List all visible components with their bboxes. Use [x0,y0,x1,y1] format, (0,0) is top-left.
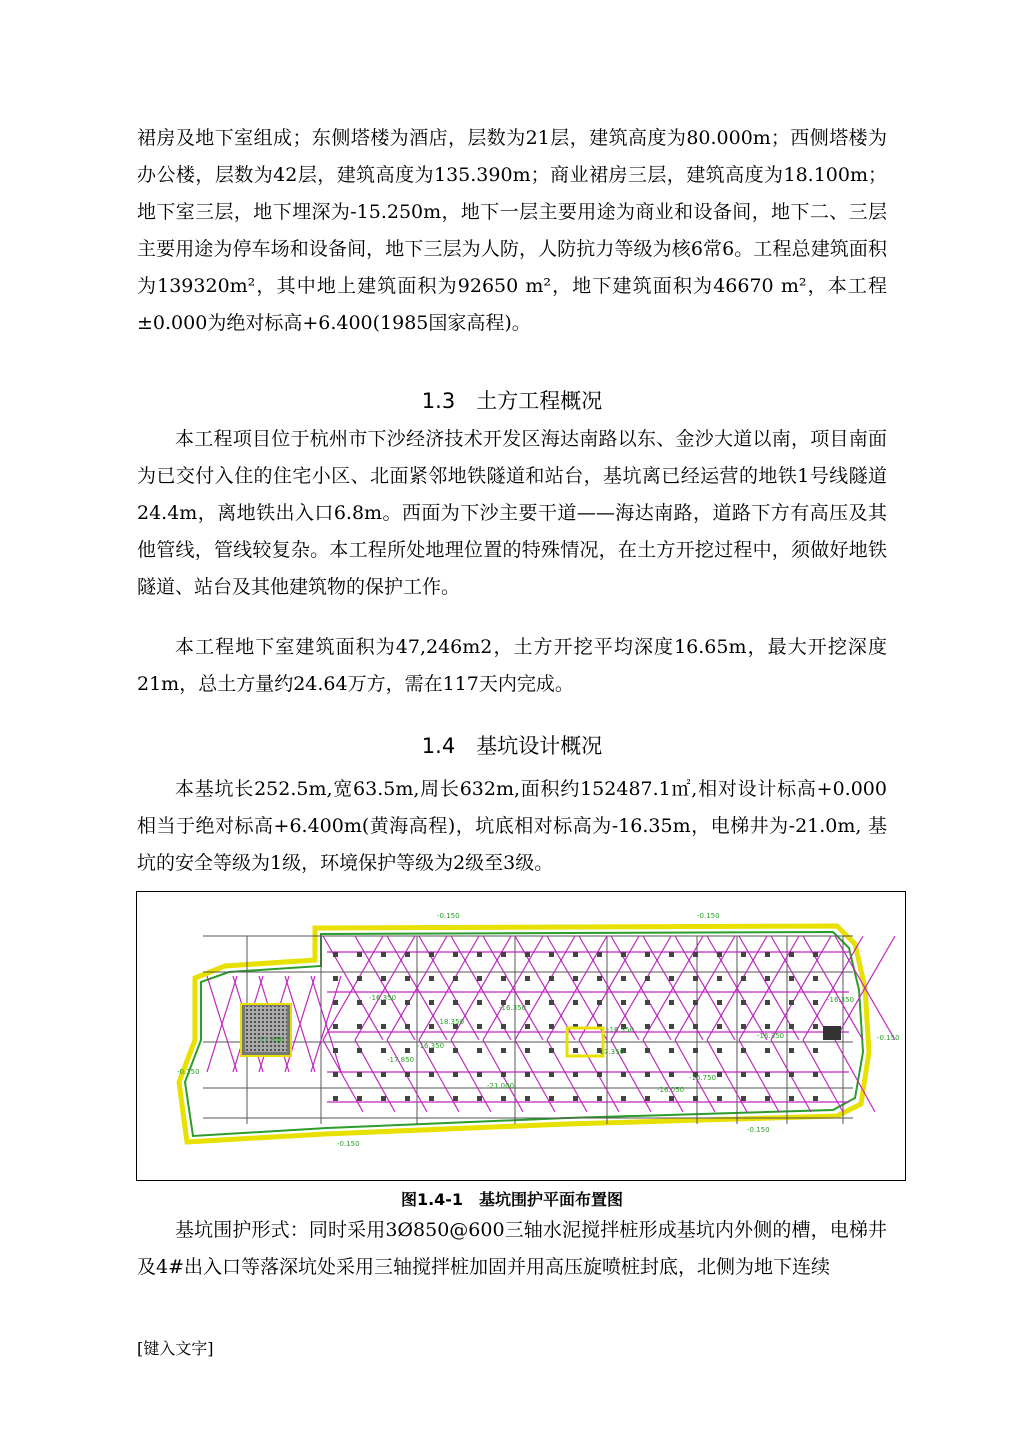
figure-caption: 图1.4-1 基坑围护平面布置图 [400,1190,624,1209]
column-mark [813,1024,818,1029]
column-mark [741,1048,746,1053]
column-mark [621,1072,626,1077]
column-mark [621,952,626,957]
column-mark [717,1072,722,1077]
column-mark [621,1096,626,1101]
column-mark [741,1024,746,1029]
column-mark [405,1000,410,1005]
column-mark [717,1048,722,1053]
column-mark [333,1072,338,1077]
column-mark [357,1072,362,1077]
column-mark [477,976,482,981]
column-mark [357,1096,362,1101]
column-mark [429,1024,434,1029]
column-mark [381,1096,386,1101]
column-mark [573,1048,578,1053]
column-mark [741,952,746,957]
column-mark [549,1072,554,1077]
column-mark [669,976,674,981]
column-mark [333,1024,338,1029]
column-mark [381,976,386,981]
column-mark [789,1024,794,1029]
column-mark [477,1048,482,1053]
column-mark [789,1096,794,1101]
column-mark [573,1000,578,1005]
paragraph-earthwork-volume: 本工程地下室建筑面积为47,246m2，土方开挖平均深度16.65m，最大开挖深度21m，总土方量约24.64万方，需在117天内完成。 [137,636,887,695]
column-mark [525,1072,530,1077]
column-mark [669,1024,674,1029]
column-mark [453,1072,458,1077]
column-mark [429,1000,434,1005]
column-mark [789,1048,794,1053]
column-mark [525,952,530,957]
column-mark [381,1072,386,1077]
column-mark [429,952,434,957]
column-mark [501,1072,506,1077]
column-mark [789,952,794,957]
elevation-label: -0.150 [747,1126,770,1134]
elevation-label: -18.350 [437,1018,465,1026]
column-mark [789,1000,794,1005]
section-heading-1-4: 1.4 基坑设计概况 [421,734,603,758]
column-mark [381,1048,386,1053]
column-mark [813,976,818,981]
column-mark [813,1048,818,1053]
column-mark [669,1048,674,1053]
column-mark [549,1096,554,1101]
column-mark [501,976,506,981]
column-mark [525,976,530,981]
column-mark [333,976,338,981]
paragraph-retaining-form: 基坑围护形式：同时采用3Ø850@600三轴水泥搅拌桩形成基坑内外侧的槽，电梯井及4#出入口等落深坑处采用三轴搅拌桩加固并用高压旋喷桩封底，北侧为地下连续 [137,1219,887,1278]
column-mark [741,1000,746,1005]
column-mark [645,952,650,957]
column-mark [477,1024,482,1029]
column-mark [669,1072,674,1077]
column-mark [477,1000,482,1005]
column-mark [573,1072,578,1077]
column-mark [645,1024,650,1029]
column-mark [549,1000,554,1005]
column-mark [453,952,458,957]
column-mark [765,976,770,981]
elevation-label: -0.150 [877,1034,900,1042]
column-mark [405,1024,410,1029]
column-mark [405,1048,410,1053]
elevation-label: -0.150 [697,912,720,920]
column-mark [741,1072,746,1077]
elevation-label: -21.000 [487,1082,515,1090]
column-mark [333,1096,338,1101]
column-mark [381,952,386,957]
column-mark [525,1048,530,1053]
column-mark [693,976,698,981]
elevation-label: -0.150 [437,912,460,920]
column-mark [693,952,698,957]
column-mark [597,1096,602,1101]
column-mark [645,1096,650,1101]
column-mark [645,1072,650,1077]
column-mark [453,1048,458,1053]
column-mark [405,1072,410,1077]
column-mark [357,1000,362,1005]
column-mark [765,1096,770,1101]
elevation-label: -0.150 [177,1068,200,1076]
column-mark [525,1024,530,1029]
column-mark [741,976,746,981]
column-mark [717,1024,722,1029]
column-mark [645,1048,650,1053]
column-mark [549,1048,554,1053]
column-mark [357,1024,362,1029]
column-mark [789,976,794,981]
column-mark [405,1096,410,1101]
pit-plan-figure [136,891,906,1181]
column-mark [597,976,602,981]
elevation-label: -17.850 [257,1036,285,1044]
column-mark [693,1096,698,1101]
column-mark [477,1072,482,1077]
column-mark [333,952,338,957]
column-mark [477,952,482,957]
column-mark [381,1024,386,1029]
column-mark [669,952,674,957]
elevation-label: -16.350 [417,1042,445,1050]
elevation-label: -16.350 [827,996,855,1004]
column-mark [669,1096,674,1101]
column-mark [765,1000,770,1005]
column-mark [453,1096,458,1101]
column-mark [789,1072,794,1077]
column-mark [477,1096,482,1101]
elevation-label: -16.350 [369,994,397,1002]
column-mark [645,976,650,981]
column-mark [621,976,626,981]
column-mark [645,1000,650,1005]
elevation-label: -16.350 [607,1026,635,1034]
column-mark [813,1096,818,1101]
column-mark [741,1096,746,1101]
deep-pit-east [823,1026,841,1040]
column-mark [597,1000,602,1005]
column-mark [549,1024,554,1029]
column-mark [429,976,434,981]
elevation-label: -16.350 [757,1032,785,1040]
column-mark [357,952,362,957]
column-mark [693,1024,698,1029]
column-mark [405,952,410,957]
column-mark [765,1072,770,1077]
hatched-pit-area [245,1006,287,1052]
column-mark [717,952,722,957]
elevation-label: -16.050 [657,1086,685,1094]
elevation-label: -16.350 [499,1004,527,1012]
footer-placeholder: [键入文字] [137,1339,214,1358]
paragraph-building-overview: 裙房及地下室组成；东侧塔楼为酒店，层数为21层，建筑高度为80.000m；西侧塔楼为办公楼，层数为42层，建筑高度为135.390m；商业裙房三层，建筑高度为18.100m；地下室三层，地下埋深为-15.250m，地下一层主要用途为商业和设备间，地下二、三层主要用途为停车场和设备间，地下三层为人防，人防抗力等级为核6常6。工程总建筑面积为139320m²，其中地上建筑面积为92650 m²，地下建筑面积为46670 m²，本工程±0.000为绝对标高+6.400(1985国家高程)。 [137,127,887,334]
column-mark [597,1072,602,1077]
column-mark [501,1048,506,1053]
elevation-label: -17.350 [597,1048,625,1056]
column-mark [765,1048,770,1053]
paragraph-pit-design: 本基坑长252.5m,宽63.5m,周长632m,面积约152487.1㎡,相对设计标高+0.000相当于绝对标高+6.400m(黄海高程)，坑底相对标高为-16.35m，电梯井为-21.0m, 基坑的安全等级为1级，环境保护等级为2级至3级。 [137,778,887,874]
column-mark [765,952,770,957]
column-mark [501,1096,506,1101]
column-mark [429,1096,434,1101]
column-mark [453,976,458,981]
column-mark [429,1072,434,1077]
column-mark [333,1000,338,1005]
column-mark [357,976,362,981]
column-mark [333,1048,338,1053]
elevation-label: -16.750 [689,1074,717,1082]
column-mark [621,1000,626,1005]
elevation-label: -0.150 [337,1140,360,1148]
column-mark [573,1096,578,1101]
column-mark [405,976,410,981]
column-mark [549,976,554,981]
column-mark [669,1000,674,1005]
column-mark [573,952,578,957]
column-mark [813,952,818,957]
column-mark [597,952,602,957]
column-mark [453,1000,458,1005]
section-heading-1-3: 1.3 土方工程概况 [421,389,603,413]
column-mark [813,1072,818,1077]
column-mark [501,952,506,957]
paragraph-earthwork-location: 本工程项目位于杭州市下沙经济技术开发区海达南路以东、金沙大道以南，项目南面为已交付入住的住宅小区、北面紧邻地铁隧道和站台，基坑离已经运营的地铁1号线隧道24.4m，离地铁出入口6.8m。西面为下沙主要干道——海达南路，道路下方有高压及其他管线，管线较复杂。本工程所处地理位置的特殊情况，在土方开挖过程中，须做好地铁隧道、站台及其他建筑物的保护工作。 [137,428,887,598]
column-mark [693,1000,698,1005]
column-mark [813,1000,818,1005]
column-mark [717,1096,722,1101]
column-mark [525,1096,530,1101]
column-mark [693,1048,698,1053]
column-mark [717,1000,722,1005]
column-mark [549,952,554,957]
strut [803,1040,843,1112]
column-mark [357,1048,362,1053]
column-mark [717,976,722,981]
column-mark [765,1024,770,1029]
elevation-label: -17.850 [387,1056,415,1064]
pit-plan-drawing [137,892,905,1180]
column-mark [573,976,578,981]
column-mark [501,1024,506,1029]
